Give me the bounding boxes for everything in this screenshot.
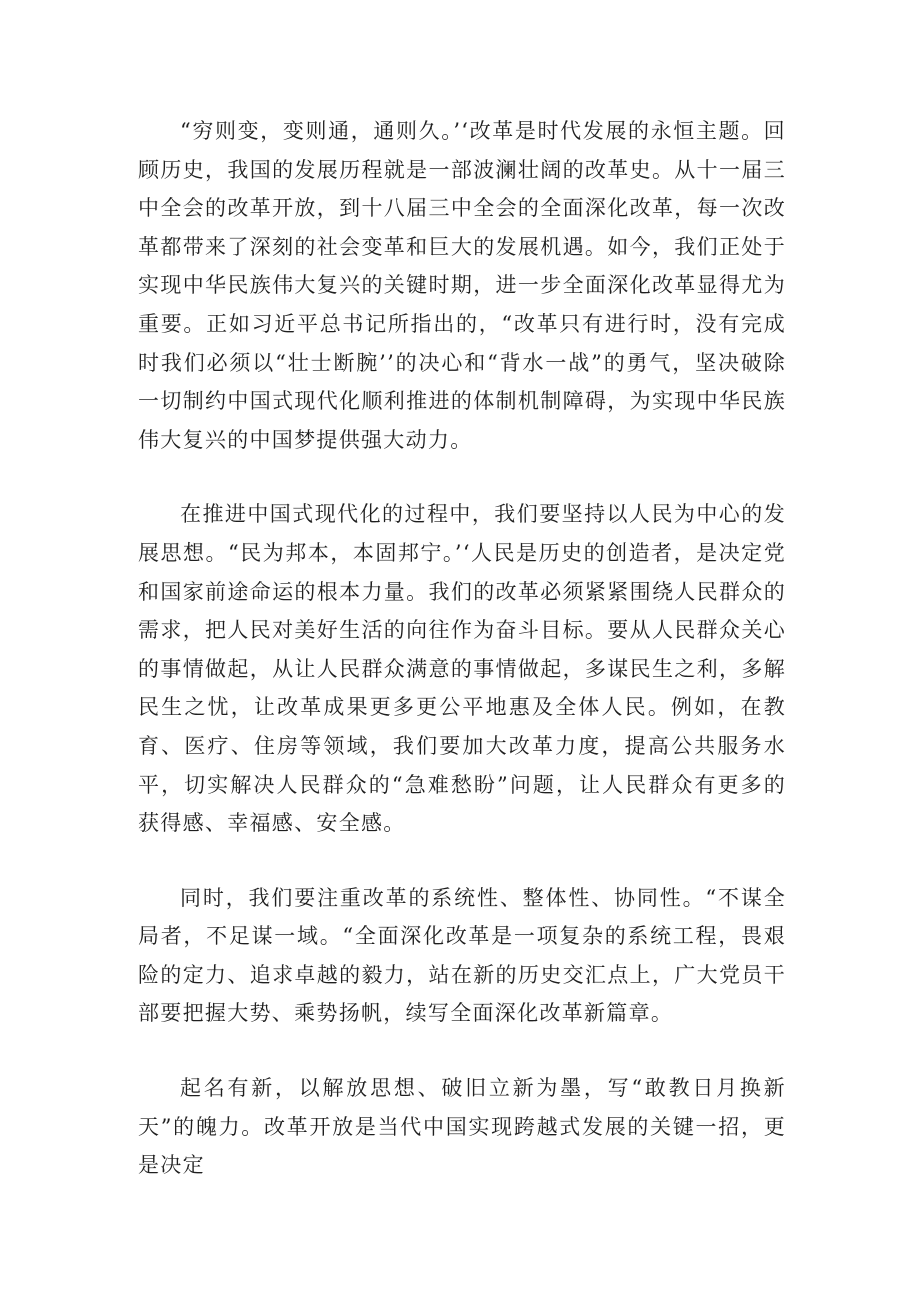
paragraph-spacer bbox=[138, 459, 786, 495]
paragraph-2: 在推进中国式现代化的过程中，我们要坚持以人民为中心的发展思想。“民为邦本，本固邦宁。’‘人民是历史的创造者，是决定党和国家前途命运的根本力量。我们的改革必须紧紧围绕人民群众的需求，把人民对美好生活的向往作为奋斗目标。要从人民群众关心的事情做起，从让人民群众满意的事情做起，多谋民生之利，多解民生之忧，让改革成果更多更公平地惠及全体人民。例如，在教育、医疗、住房等领域，我们要加大改革力度，提高公共服务水平，切实解决人民群众的“急难愁盼”问题，让人民群众有更多的获得感、幸福感、安全感。 bbox=[138, 502, 786, 836]
paragraph-spacer bbox=[138, 843, 786, 879]
paragraph-spacer bbox=[138, 1033, 786, 1069]
document-body bbox=[138, 112, 786, 1185]
paragraph-4: 起名有新，以解放思想、破旧立新为墨，写“敢教日月换新天”的魄力。改革开放是当代中国实现跨越式发展的关键一招，更是决定 bbox=[138, 1076, 786, 1178]
paragraph-1: “穷则变，变则通，通则久。’‘改革是时代发展的永恒主题。回顾历史，我国的发展历程就是一部波澜壮阔的改革史。从十一届三中全会的改革开放，到十八届三中全会的全面深化改革，每一次改革都带来了深刻的社会变革和巨大的发展机遇。如今，我们正处于实现中华民族伟大复兴的关键时期，进一步全面深化改革显得尤为重要。正如习近平总书记所指出的，“改革只有进行时，没有完成时我们必须以“壮士断腕’’的决心和“背水一战”的勇气，坚决破除一切制约中国式现代化顺利推进的体制机制障碍，为实现中华民族伟大复兴的中国梦提供强大动力。 bbox=[138, 119, 786, 452]
paragraph-3: 同时，我们要注重改革的系统性、整体性、协同性。“不谋全局者，不足谋一域。“全面深化改革是一项复杂的系统工程，畏艰险的定力、追求卓越的毅力，站在新的历史交汇点上，广大党员干部要把握大势、乘势扬帆，续写全面深化改革新篇章。 bbox=[138, 885, 786, 1026]
